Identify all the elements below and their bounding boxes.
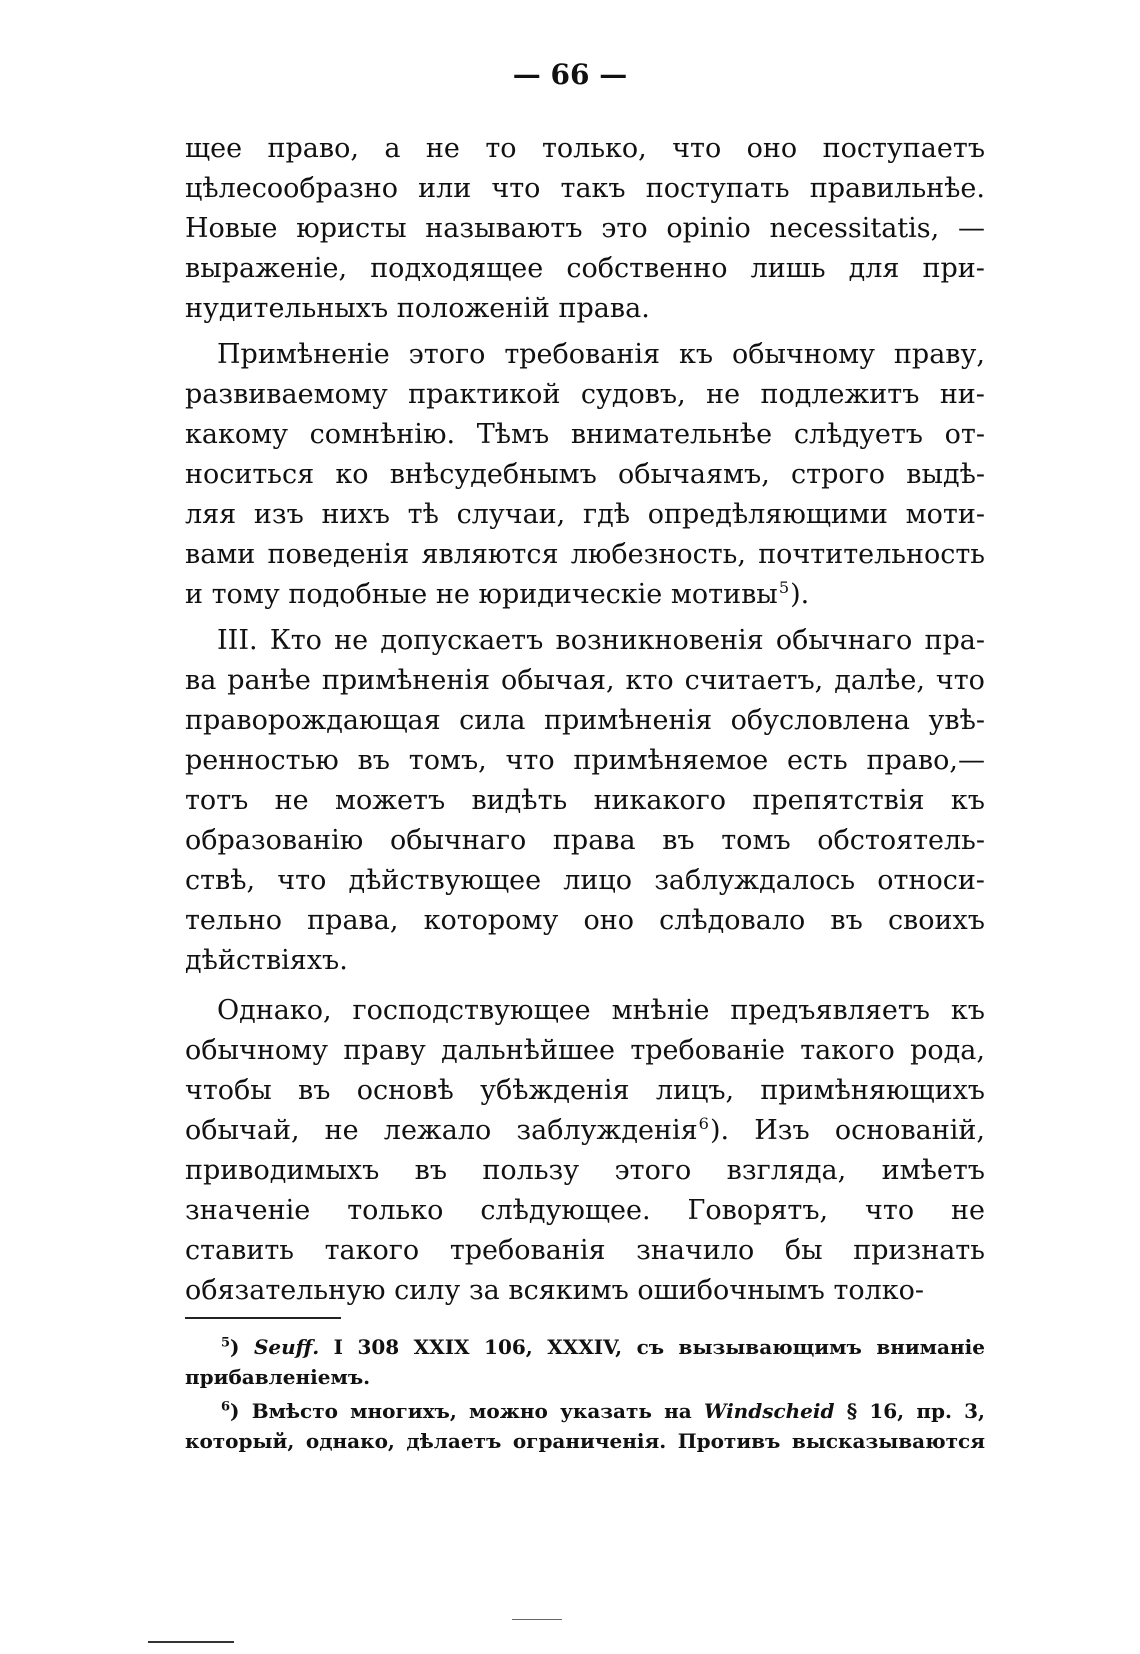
footnote-reference[interactable]: 6 (698, 1114, 709, 1133)
text-line: ренностью въ томъ, что примѣняемое есть право,— (185, 745, 985, 776)
text-line: нудительныхъ положеній права. (185, 293, 650, 324)
footnote-line: прибавленіемъ. (185, 1365, 371, 1389)
text-line: ляя изъ нихъ тѣ случаи, гдѣ опредѣляющими моти- (185, 499, 985, 530)
text-line: ва ранѣе примѣненія обычая, кто считаетъ, далѣе, что (185, 665, 985, 696)
text-line: значеніе только слѣдующее. Говорятъ, что не (185, 1195, 985, 1226)
text-line: обычай, не лежало заблужденія$^6$). Изъ основаній, (185, 1114, 985, 1146)
footnote-reference[interactable]: 5 (778, 578, 790, 597)
text-line: и тому подобные не юридическіе мотивы$^5$). (185, 578, 810, 610)
text-line: какому сомнѣнію. Тѣмъ внимательнѣе слѣдуетъ от- (185, 419, 985, 450)
text-line: Новые юристы называютъ это opinio necessitatis, — (185, 213, 985, 244)
footnote-marker: 6 (221, 1399, 231, 1415)
text-line: чтобы въ основѣ убѣжденія лицъ, примѣняющихъ (185, 1075, 985, 1106)
body-text (185, 129, 985, 1311)
text-line: ставить такого требованія значило бы признать (185, 1235, 985, 1266)
footnotes (185, 1332, 985, 1456)
bottom-edge-mark (148, 1641, 234, 1643)
text-line: цѣлесообразно или что такъ поступать правильнѣе. (185, 173, 985, 204)
footnote-line: $^6$) Вмѣсто многихъ, можно указать на Windscheid § 16, пр. 3, (185, 1396, 985, 1426)
text-line: носиться ко внѣсудебнымъ обычаямъ, строго выдѣ- (185, 459, 985, 490)
text-line: обязательную силу за всякимъ ошибочнымъ толко- (185, 1275, 925, 1306)
text-line: вами поведенія являются любезность, почтительность (185, 539, 985, 570)
text-line: тельно права, которому оно слѣдовало въ своихъ (185, 905, 985, 936)
text-line: Однако, господствующее мнѣніе предъявляетъ къ (217, 995, 985, 1026)
footnote-line: который, однако, дѣлаетъ ограниченія. Противъ высказываются (185, 1429, 985, 1453)
text-line: праворождающая сила примѣненія обусловлена увѣ- (185, 705, 985, 736)
text-line: развиваемому практикой судовъ, не подлежитъ ни- (185, 379, 985, 410)
text-line: щее право, а не то только, что оно поступаетъ (185, 133, 985, 164)
text-line: дѣйствіяхъ. (185, 945, 348, 976)
text-line: Примѣненіе этого требованія къ обычному праву, (217, 339, 985, 370)
text-line: образованію обычнаго права въ томъ обстоятель- (185, 825, 985, 856)
text-line: выраженіе, подходящее собственно лишь для при- (185, 253, 985, 284)
text-line: тотъ не можетъ видѣть никакого препятствія къ (185, 785, 985, 816)
cited-author: Seuff. (253, 1335, 320, 1359)
footnote-line: $^5$) Seuff. I 308 XXIX 106, XXXIV, съ вызывающимъ вниманіе (185, 1332, 985, 1362)
footnote-divider (185, 1317, 341, 1319)
text-line: ствѣ, что дѣйствующее лицо заблуждалось относи- (185, 865, 985, 896)
page-number: — 66 — (512, 58, 628, 91)
cited-author: Windscheid (703, 1399, 835, 1423)
text-line: приводимыхъ въ пользу этого взгляда, имѣетъ (185, 1155, 985, 1186)
footnote-marker: 5 (221, 1335, 231, 1351)
text-line: обычному праву дальнѣйшее требованіе такого рода, (185, 1035, 985, 1066)
bottom-center-mark (512, 1619, 562, 1620)
text-line: III. Кто не допускаетъ возникновенія обычнаго пра- (217, 625, 985, 656)
